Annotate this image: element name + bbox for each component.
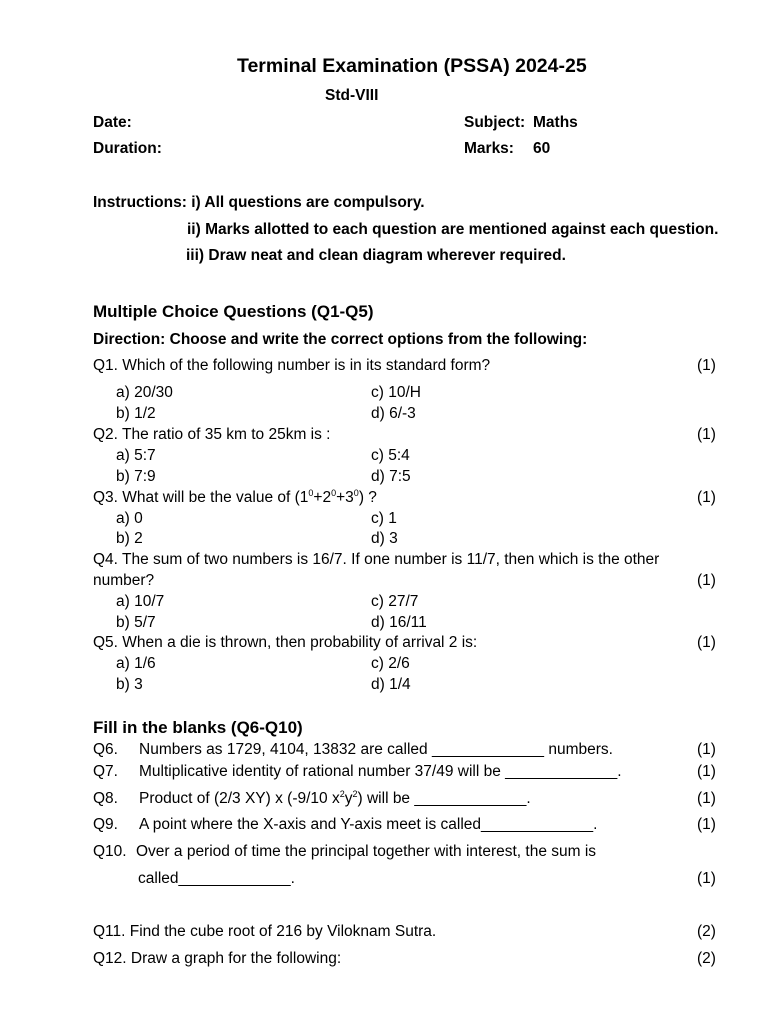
q5-option-b: b) 3 — [116, 676, 143, 693]
q4-text-line1: Q4. The sum of two numbers is 16/7. If one number is 11/7, then which is the other — [93, 551, 660, 568]
q3-option-b: b) 2 — [116, 530, 143, 547]
q2-option-b: b) 7:9 — [116, 468, 156, 485]
q6-marks: (1) — [697, 741, 716, 758]
q5-option-a: a) 1/6 — [116, 655, 156, 672]
q8-number: Q8. — [93, 790, 118, 807]
q1-option-c: c) 10/H — [371, 384, 421, 401]
q4-option-c: c) 27/7 — [371, 593, 419, 610]
q10-marks: (1) — [697, 870, 716, 887]
q10-number: Q10. — [93, 843, 127, 860]
q1-text: Q1. Which of the following number is in its standard form? — [93, 357, 491, 374]
q3-term-3: +3 — [336, 489, 354, 506]
q8-variable-y: y — [344, 790, 353, 807]
subject-value: Maths — [533, 114, 578, 131]
q7-text: Multiplicative identity of rational number 37/49 will be _____________. — [139, 763, 622, 780]
date-label: Date: — [93, 114, 132, 131]
q3-text — [93, 490, 377, 506]
standard-label: Std-VIII — [325, 87, 379, 104]
instruction-ii: ii) Marks allotted to each question are mentioned against each question. — [187, 221, 719, 238]
q8-marks: (1) — [697, 790, 716, 807]
q4-option-a: a) 10/7 — [116, 593, 165, 610]
q3-option-a: a) 0 — [116, 510, 143, 527]
mcq-direction: Direction: Choose and write the correct options from the following: — [93, 331, 588, 348]
fib-heading: Fill in the blanks (Q6-Q10) — [93, 718, 303, 737]
q2-marks: (1) — [697, 426, 716, 443]
q11-marks: (2) — [697, 923, 716, 940]
q3-marks: (1) — [697, 489, 716, 506]
q2-option-d: d) 7:5 — [371, 468, 411, 485]
q2-text: Q2. The ratio of 35 km to 25km is : — [93, 426, 331, 443]
q4-text-line2: number? — [93, 572, 155, 589]
q9-text: A point where the X-axis and Y-axis meet is called_____________. — [139, 816, 598, 833]
q3-option-c: c) 1 — [371, 510, 397, 527]
q12-text: Q12. Draw a graph for the following: — [93, 950, 342, 967]
q8-text-pre: Product of (2/3 XY) x (-9/10 x — [139, 790, 340, 807]
q6-number: Q6. — [93, 741, 118, 758]
q7-number: Q7. — [93, 763, 118, 780]
q3-exponent-2: 0 — [331, 488, 337, 498]
q8-exponent-y: 2 — [352, 789, 358, 799]
q6-text: Numbers as 1729, 4104, 13832 are called _____________ numbers. — [139, 741, 613, 758]
q3-text-pre: Q3. What will be the value of (1 — [93, 489, 309, 506]
q8-text — [139, 791, 531, 807]
q5-option-c: c) 2/6 — [371, 655, 410, 672]
q7-marks: (1) — [697, 763, 716, 780]
mcq-heading: Multiple Choice Questions (Q1-Q5) — [93, 302, 374, 321]
marks-label: Marks: — [464, 140, 514, 157]
q3-term-2: +2 — [313, 489, 332, 506]
q12-marks: (2) — [697, 950, 716, 967]
q9-number: Q9. — [93, 816, 118, 833]
q3-option-d: d) 3 — [371, 530, 398, 547]
instruction-i: i) All questions are compulsory. — [191, 194, 425, 211]
q4-option-d: d) 16/11 — [371, 614, 427, 631]
q8-exponent-x: 2 — [339, 789, 345, 799]
q4-marks: (1) — [697, 572, 716, 589]
q1-option-b: b) 1/2 — [116, 405, 156, 422]
q2-option-a: a) 5:7 — [116, 447, 156, 464]
q5-option-d: d) 1/4 — [371, 676, 411, 693]
q5-text: Q5. When a die is thrown, then probability of arrival 2 is: — [93, 634, 478, 651]
q4-option-b: b) 5/7 — [116, 614, 156, 631]
instruction-iii: iii) Draw neat and clean diagram wherever required. — [186, 247, 566, 264]
duration-label: Duration: — [93, 140, 162, 157]
q1-option-d: d) 6/-3 — [371, 405, 416, 422]
q2-option-c: c) 5:4 — [371, 447, 410, 464]
q3-exponent-1: 0 — [308, 488, 314, 498]
q1-option-a: a) 20/30 — [116, 384, 173, 401]
q3-text-post: ) ? — [358, 489, 377, 506]
q8-text-post: ) will be _____________. — [357, 790, 531, 807]
q11-text: Q11. Find the cube root of 216 by Viloknam Sutra. — [93, 923, 437, 940]
instructions-lead: Instructions: — [93, 194, 187, 211]
instructions-block — [93, 195, 425, 211]
q1-marks: (1) — [697, 357, 716, 374]
marks-value: 60 — [533, 140, 551, 157]
q5-marks: (1) — [697, 634, 716, 651]
q10-text-line2: called_____________. — [138, 870, 295, 887]
q10-text-line1: Over a period of time the principal together with interest, the sum is — [136, 843, 597, 860]
subject-label: Subject: — [464, 114, 526, 131]
exam-title: Terminal Examination (PSSA) 2024-25 — [237, 55, 587, 77]
q9-marks: (1) — [697, 816, 716, 833]
q3-exponent-3: 0 — [353, 488, 359, 498]
